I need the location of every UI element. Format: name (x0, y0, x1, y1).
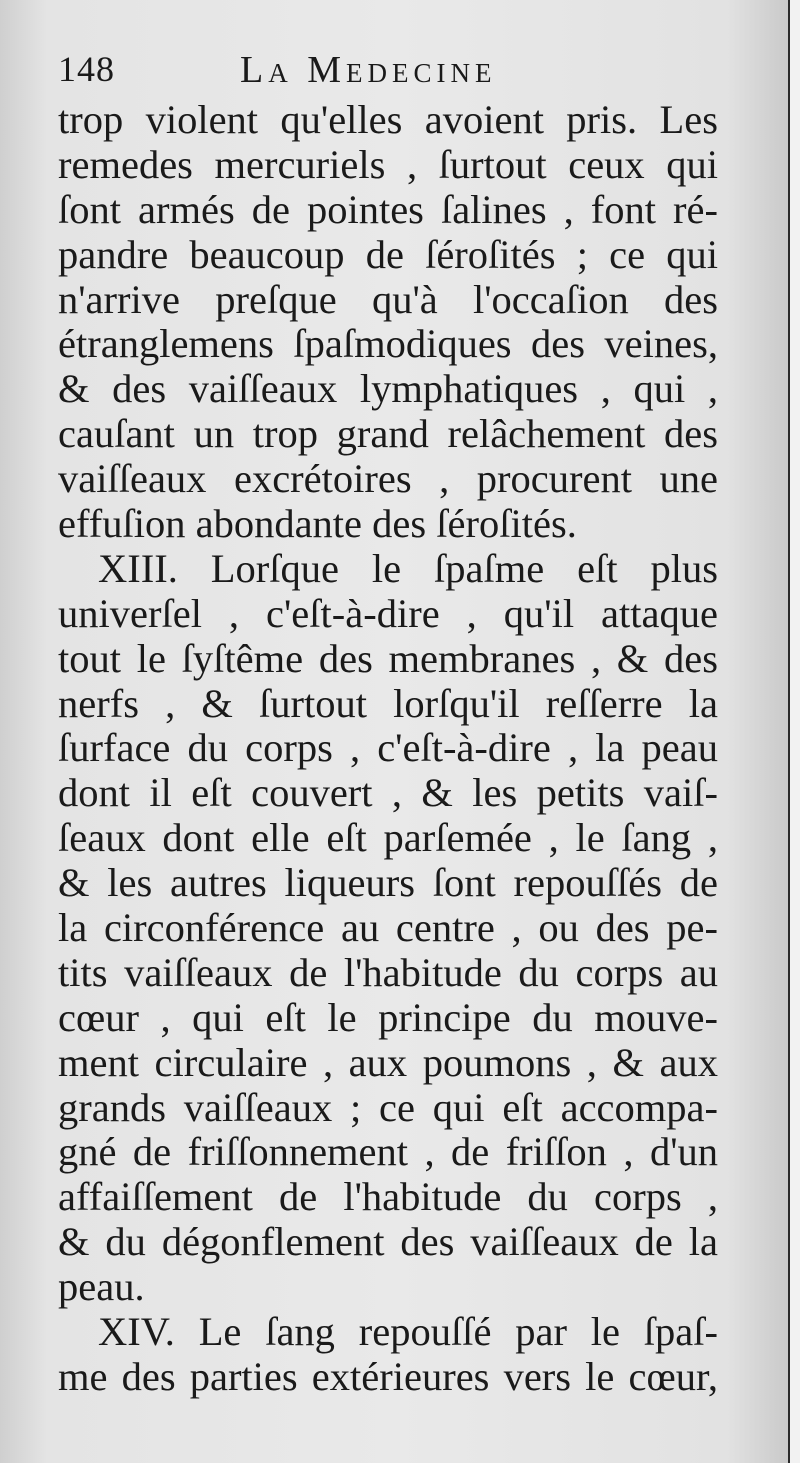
running-title: La Medecine (240, 49, 497, 91)
text-line: la circonférence au centre , ou des pe- (58, 905, 718, 951)
text-line: affaiſſement de l'habitude du corps , (58, 1174, 718, 1220)
text-line: & les autres liqueurs ſont repouſſés de (58, 860, 718, 906)
text-line: dont il eſt couvert , & les petits vaiſ- (58, 770, 718, 816)
page-edge (788, 0, 800, 1463)
text-line: peau. (58, 1264, 145, 1310)
text-line: tits vaiſſeaux de l'habitude du corps au (58, 949, 718, 995)
text-line: grands vaiſſeaux ; ce qui eſt accompa- (58, 1084, 718, 1130)
text-line: cœur , qui eſt le principe du mouve- (58, 994, 718, 1040)
body-text (58, 98, 718, 1400)
paragraph-start-line: XIII. Lorſque le ſpaſme eſt plus (98, 545, 718, 591)
text-line: étranglemens ſpaſmodiques des veines, (58, 321, 718, 367)
text-line: tout le ſyſtême des membranes , & des (58, 635, 718, 681)
text-line: nerfs , & ſurtout lorſqu'il reſſerre la (58, 680, 718, 726)
text-line: remedes mercuriels , ſurtout ceux qui (58, 141, 718, 187)
paragraph-start-line: XIV. Le ſang repouſſé par le ſpaſ- (98, 1309, 718, 1355)
text-line: & des vaiſſeaux lymphatiques , qui , (58, 366, 718, 412)
text-line: effuſion abondante des ſéroſités. (58, 501, 577, 547)
text-line: ſont armés de pointes ſalines , font ré- (58, 186, 718, 232)
text-line: pandre beaucoup de ſéroſités ; ce qui (58, 231, 718, 277)
text-line: n'arrive preſque qu'à l'occaſion des (58, 276, 718, 322)
text-line: ſeaux dont elle eſt parſemée , le ſang , (58, 815, 718, 861)
text-line: cauſant un trop grand relâchement des (58, 411, 718, 457)
page-header (58, 48, 718, 98)
text-line: univerſel , c'eſt-à-dire , qu'il attaque (58, 590, 718, 636)
text-line: vaiſſeaux excrétoires , procurent une (58, 456, 718, 502)
text-line: gné de friſſonnement , de friſſon , d'un (58, 1129, 718, 1175)
text-line: ment circulaire , aux poumons , & aux (58, 1039, 718, 1085)
text-line: ſurface du corps , c'eſt-à-dire , la peau (58, 725, 718, 771)
text-line: & du dégonflement des vaiſſeaux de la (58, 1219, 718, 1265)
text-line: me des parties extérieures vers le cœur, (58, 1353, 718, 1399)
page-number: 148 (58, 49, 115, 89)
text-line: trop violent qu'elles avoient pris. Les (58, 97, 718, 142)
